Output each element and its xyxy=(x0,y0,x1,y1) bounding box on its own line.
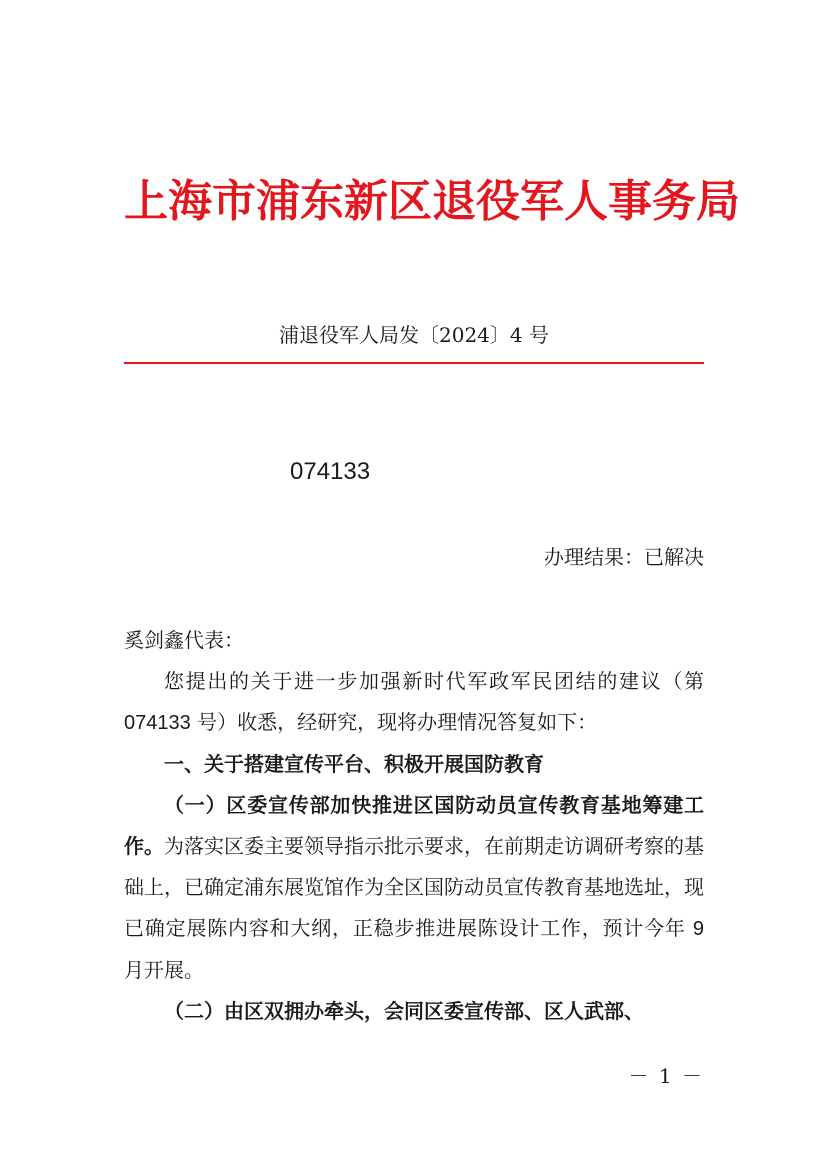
item-1-paragraph xyxy=(124,785,704,991)
intro-text-start: 您提出的关于进一步加强新时代军政军民团结的建议（第 xyxy=(164,669,704,693)
item-1-month: 9 xyxy=(692,918,704,940)
agency-header-char: 人 xyxy=(564,176,608,227)
salutation: 奚剑鑫代表： xyxy=(124,628,244,652)
proposal-serial-number: 074133 xyxy=(290,458,371,485)
agency-header-char: 上 xyxy=(124,176,168,227)
agency-header-char: 局 xyxy=(696,176,740,227)
item-1-text-end: 月开展。 xyxy=(124,958,204,982)
agency-header-char: 事 xyxy=(608,176,652,227)
page-number: － 1 － xyxy=(628,1064,704,1088)
document-number: 浦退役军人局发〔2024〕4 号 xyxy=(279,323,549,347)
agency-header-char: 役 xyxy=(476,176,520,227)
section-heading-1: 一、关于搭建宣传平台、积极开展国防教育 xyxy=(164,752,544,776)
intro-proposal-number: 074133 xyxy=(124,712,191,734)
agency-header-char: 务 xyxy=(652,176,696,227)
agency-header-char: 海 xyxy=(168,176,212,227)
letter-body xyxy=(124,620,704,1032)
agency-header-char: 浦 xyxy=(256,176,300,227)
agency-header-char: 退 xyxy=(432,176,476,227)
red-divider-line xyxy=(124,362,704,364)
item-1-heading: （一）区委宣传部加快推进区国防动员宣传教育基地筹建工作。 xyxy=(124,793,704,858)
agency-header-char: 区 xyxy=(388,176,432,227)
agency-header-char: 新 xyxy=(344,176,388,227)
item-2-heading: （二）由区双拥办牵头，会同区委宣传部、区人武部、 xyxy=(164,999,644,1023)
agency-header-char: 市 xyxy=(212,176,256,227)
agency-header-char: 军 xyxy=(520,176,564,227)
handling-result: 办理结果：已解决 xyxy=(544,545,704,569)
agency-header-char: 东 xyxy=(300,176,344,227)
agency-header xyxy=(124,170,740,234)
intro-text-end: 号）收悉，经研究，现将办理情况答复如下： xyxy=(190,710,598,734)
item-1-text-start: 为落实区委主要领导指示批示要求，在前期走访调研考察的基础上，已确定浦东展览馆作为全区国防动员宣传教育基地选址，现已确定展陈内容和大纲，正稳步推进展陈设计工作，预计今年 xyxy=(124,834,704,940)
intro-paragraph xyxy=(124,661,704,744)
